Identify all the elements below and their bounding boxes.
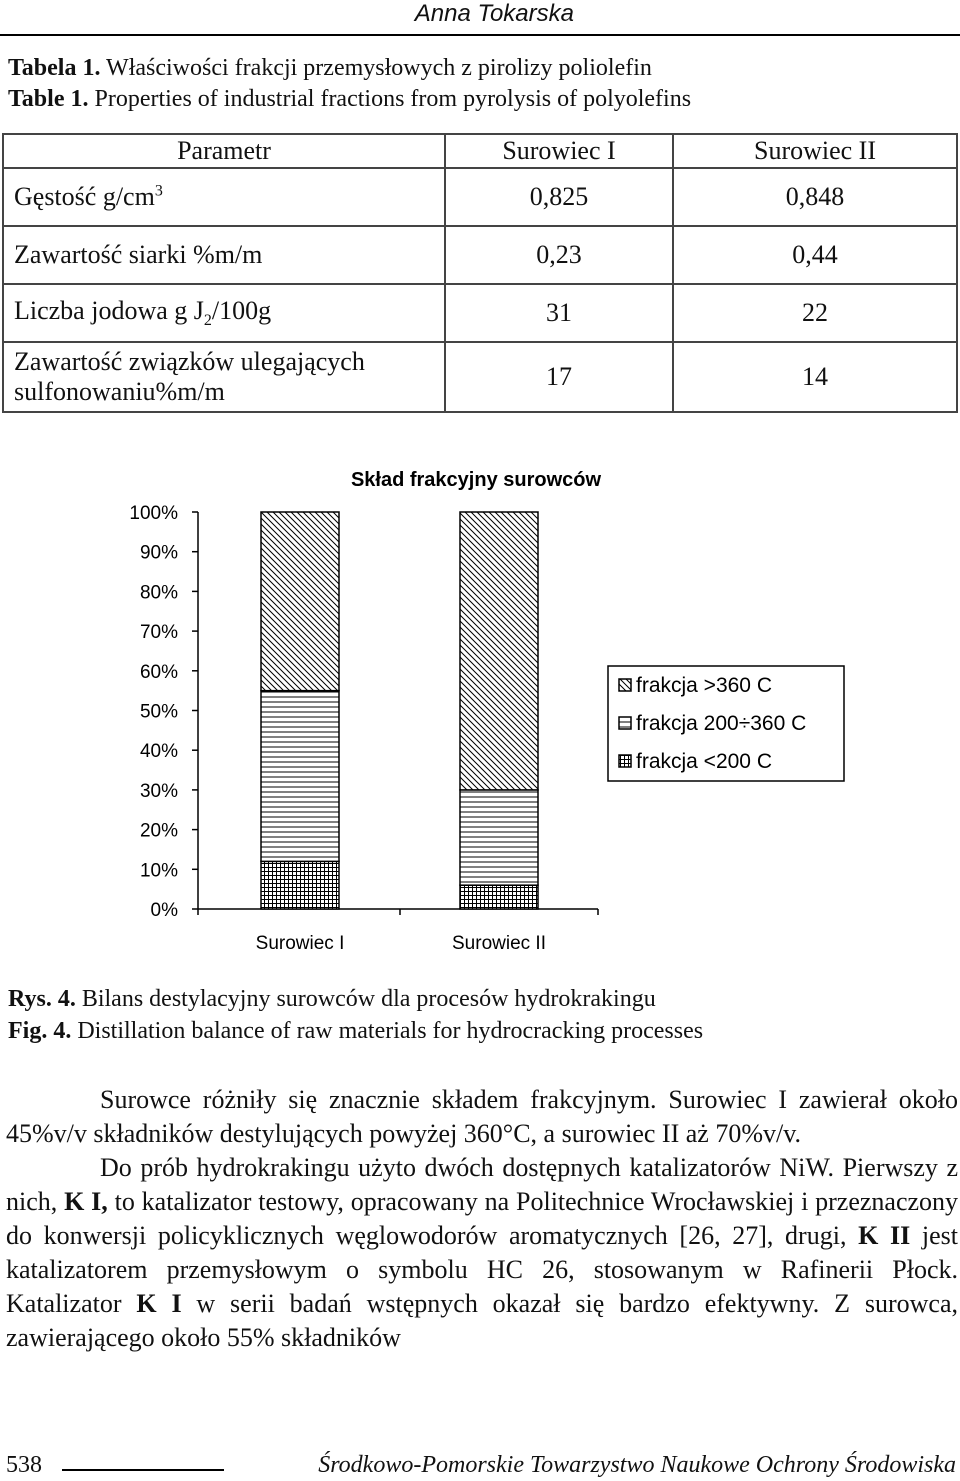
header-surowiec-1: Surowiec I xyxy=(445,134,673,168)
page-number: 538 xyxy=(6,1452,42,1478)
param-tail: /100g xyxy=(211,295,272,325)
header-rule xyxy=(0,34,960,36)
value-cell-2: 22 xyxy=(673,284,957,342)
chart-legend xyxy=(608,666,844,781)
figure-caption-en-label: Fig. 4. xyxy=(8,1018,72,1044)
table-caption-pl xyxy=(8,53,652,84)
legend-label: frakcja >360 C xyxy=(636,674,772,697)
paragraph-2 xyxy=(6,1151,958,1355)
table-caption-en-label: Table 1. xyxy=(8,86,89,112)
header-surowiec-2: Surowiec II xyxy=(673,134,957,168)
table-caption-en-text: Properties of industrial fractions from pyrolysis of polyolefins xyxy=(88,86,692,112)
param-sub: 2 xyxy=(203,312,212,330)
y-tick-label: 0% xyxy=(150,900,178,921)
y-tick-label: 70% xyxy=(139,622,178,644)
y-tick-label: 100% xyxy=(129,503,178,524)
param-cell xyxy=(3,168,445,226)
figure-caption-pl-text: Bilans destylacyjny surowców dla procesów hydrokrakingu xyxy=(75,986,656,1012)
table-row xyxy=(3,168,957,226)
table-caption-pl-label: Tabela 1. xyxy=(8,55,101,81)
journal-name: Środkowo-Pomorskie Towarzystwo Naukowe Ochrony Środowiska xyxy=(318,1452,956,1478)
x-tick-label: Surowiec I xyxy=(255,933,345,954)
legend-swatch xyxy=(619,679,631,691)
table-caption-en xyxy=(8,84,691,115)
header-parametr: Parametr xyxy=(3,134,445,168)
y-tick-label: 60% xyxy=(139,661,178,683)
chart-title: Skład frakcyjny surowców xyxy=(350,469,602,491)
p2-part-c: jest katalizatorem przemysłowym o symbolu HC 26, stosowanym w Rafinerii Płock. Katalizator xyxy=(6,1221,958,1318)
figure-caption-pl-label: Rys. 4. xyxy=(8,986,76,1012)
value-cell-2: 0,44 xyxy=(673,226,957,284)
y-tick-label: 40% xyxy=(139,741,178,763)
bar-segment xyxy=(261,691,339,862)
figure-caption-en xyxy=(8,1018,703,1045)
bar-segment xyxy=(261,512,339,691)
table-caption-pl-text: Właściwości frakcji przemysłowych z pirolizy poliolefin xyxy=(100,55,652,81)
bar-segment xyxy=(460,512,538,790)
figure-caption-pl xyxy=(8,986,656,1013)
x-tick-label: Surowiec II xyxy=(452,933,546,954)
table-row xyxy=(3,226,957,284)
value-cell-1: 31 xyxy=(445,284,673,342)
p2-part-d: w serii badań wstępnych okazał się bardzo efektywny. Z surowca, zawierającego około 55% składników xyxy=(6,1289,958,1352)
y-tick-label: 50% xyxy=(139,701,178,723)
bar-segment xyxy=(460,885,538,909)
footer-rule xyxy=(62,1469,224,1471)
legend-label: frakcja <200 C xyxy=(636,750,772,773)
legend-swatch xyxy=(619,717,631,729)
p2-part-a: Do prób hydrokrakingu użyto dwóch dostępnych katalizatorów NiW. Pierwszy z nich, xyxy=(6,1153,958,1216)
value-cell-2: 0,848 xyxy=(673,168,957,226)
param-cell: Zawartość siarki %m/m xyxy=(3,226,445,284)
table-row xyxy=(3,284,957,342)
legend-label: frakcja 200÷360 C xyxy=(636,712,807,735)
table-header-row xyxy=(3,134,957,168)
paragraph-1: Surowce różniły się znacznie składem frakcyjnym. Surowiec I zawierał około 45%v/v składników destylujących powyżej 360°C, a surowiec II aż 70%v/v. xyxy=(6,1085,958,1148)
param-label: Gęstość g/cm xyxy=(14,182,155,211)
body-text xyxy=(6,1083,958,1355)
y-tick-label: 20% xyxy=(139,820,178,842)
running-header-author: Anna Tokarska xyxy=(414,0,574,27)
catalyst-k1: K I, xyxy=(64,1187,108,1216)
bar-segment xyxy=(460,790,538,885)
param-sup: 3 xyxy=(154,182,163,200)
fraction-chart xyxy=(0,455,960,975)
param-cell: Zawartość związków ulegających sulfonowaniu%m/m xyxy=(3,342,445,412)
y-tick-label: 10% xyxy=(139,860,178,882)
bar-segment xyxy=(261,861,339,909)
legend-swatch xyxy=(619,755,631,767)
catalyst-k1-again: K I xyxy=(136,1289,182,1318)
value-cell-1: 0,23 xyxy=(445,226,673,284)
value-cell-1: 0,825 xyxy=(445,168,673,226)
param-label: Liczba jodowa g J xyxy=(14,295,204,325)
value-cell-1: 17 xyxy=(445,342,673,412)
y-tick-label: 30% xyxy=(139,780,178,802)
value-cell-2: 14 xyxy=(673,342,957,412)
y-tick-label: 90% xyxy=(139,542,178,564)
y-tick-label: 80% xyxy=(139,582,178,604)
catalyst-k2: K II xyxy=(858,1221,911,1250)
table-row xyxy=(3,342,957,412)
properties-table xyxy=(2,133,958,413)
p2-part-b: to katalizator testowy, opracowany na Politechnice Wrocławskiej i przeznaczony do konwersji policyklicznych węglowodorów aromatycznych [26, 27], drugi, xyxy=(6,1187,959,1250)
param-cell xyxy=(3,284,445,342)
figure-caption-en-text: Distillation balance of raw materials for hydrocracking processes xyxy=(71,1018,704,1044)
